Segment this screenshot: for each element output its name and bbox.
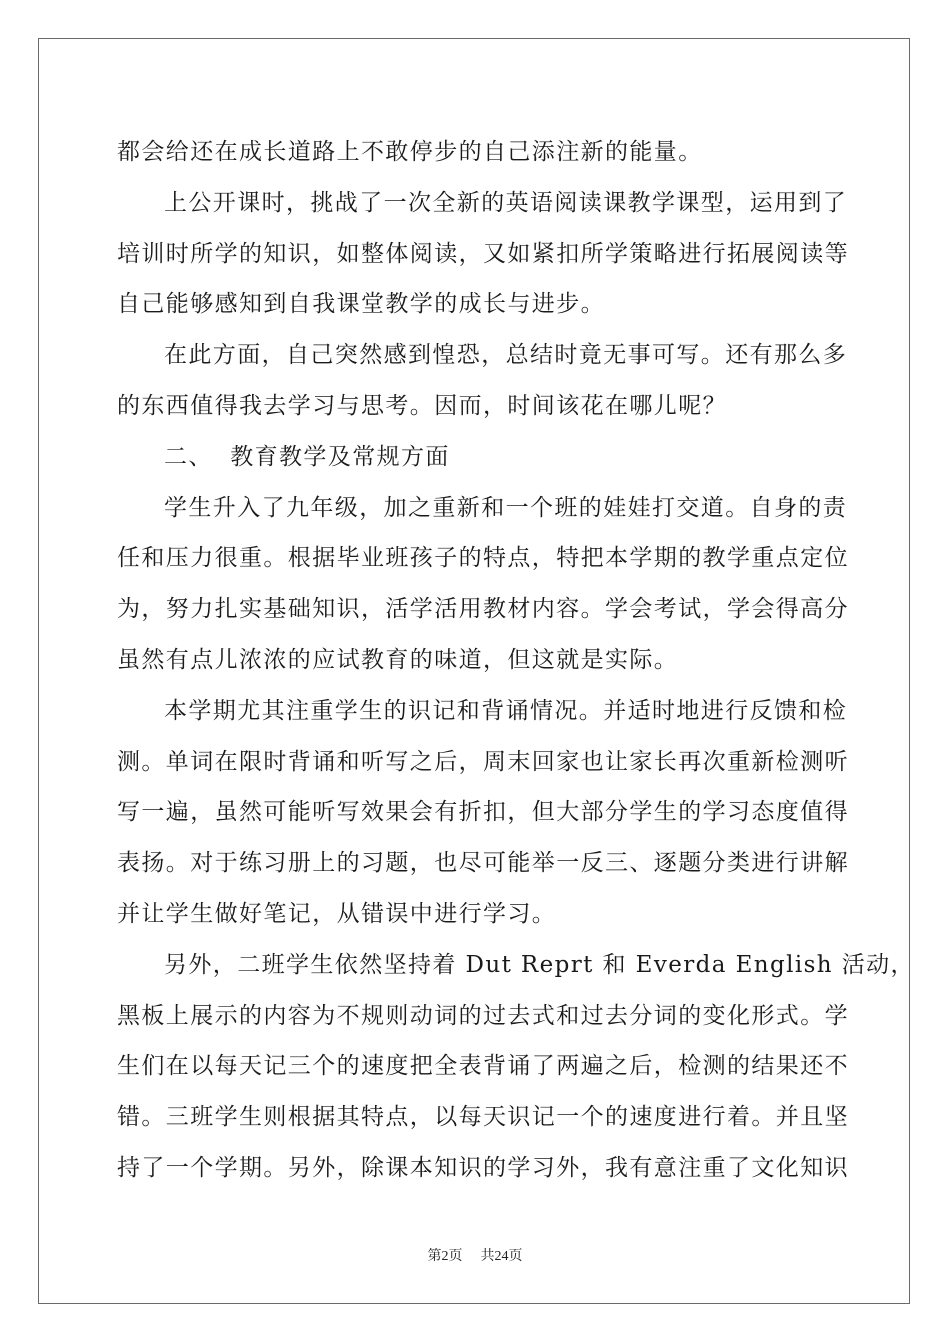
text-line: 生们在以每天记三个的速度把全表背诵了两遍之后，检测的结果还不: [117, 1053, 849, 1080]
page-number: 第2页: [427, 1249, 463, 1264]
page-footer: [0, 1245, 950, 1265]
text-line: 虽然有点儿浓浓的应试教育的味道，但这就是实际。: [117, 646, 679, 673]
text-line: 黑板上展示的内容为不规则动词的过去式和过去分词的变化形式。学: [117, 1002, 849, 1029]
section-heading: 二、 教育教学及常规方面: [164, 443, 450, 470]
text-line: 错。三班学生则根据其特点，以每天识记一个的速度进行着。并且坚: [117, 1104, 849, 1131]
text-line: 培训时所学的知识，如整体阅读，又如紧扣所学策略进行拓展阅读等: [117, 240, 849, 267]
text-line: 上公开课时，挑战了一次全新的英语阅读课教学课型，运用到了: [164, 189, 848, 216]
text-line: 学生升入了九年级，加之重新和一个班的娃娃打交道。自身的责: [164, 494, 848, 521]
document-body: [117, 127, 915, 1194]
text-line: 本学期尤其注重学生的识记和背诵情况。并适时地进行反馈和检: [164, 697, 848, 724]
text-line: 为，努力扎实基础知识，活学活用教材内容。学会考试，学会得高分: [117, 596, 849, 623]
text-line: 的东西值得我去学习与思考。因而，时间该花在哪儿呢？: [117, 392, 727, 419]
text-line: 持了一个学期。另外，除课本知识的学习外，我有意注重了文化知识: [117, 1154, 849, 1181]
text-line: 在此方面，自己突然感到惶恐，总结时竟无事可写。还有那么多: [164, 342, 848, 369]
text-line: 都会给还在成长道路上不敢停步的自己添注新的能量。: [117, 139, 703, 165]
text-line: 并让学生做好笔记，从错误中进行学习。: [117, 900, 557, 927]
text-line: 另外，二班学生依然坚持着 Dut Reprt 和 Everda English 活动，: [164, 951, 915, 978]
page-total: 共24页: [480, 1249, 523, 1264]
text-line: 表扬。对于练习册上的习题，也尽可能举一反三、逐题分类进行讲解: [117, 850, 849, 877]
text-line: 写一遍，虽然可能听写效果会有折扣，但大部分学生的学习态度值得: [117, 799, 849, 826]
text-line: 任和压力很重。根据毕业班孩子的特点，特把本学期的教学重点定位: [117, 545, 849, 572]
text-line: 测。单词在限时背诵和听写之后，周末回家也让家长再次重新检测听: [117, 748, 849, 775]
text-line: 自己能够感知到自我课堂教学的成长与进步。: [117, 291, 605, 318]
